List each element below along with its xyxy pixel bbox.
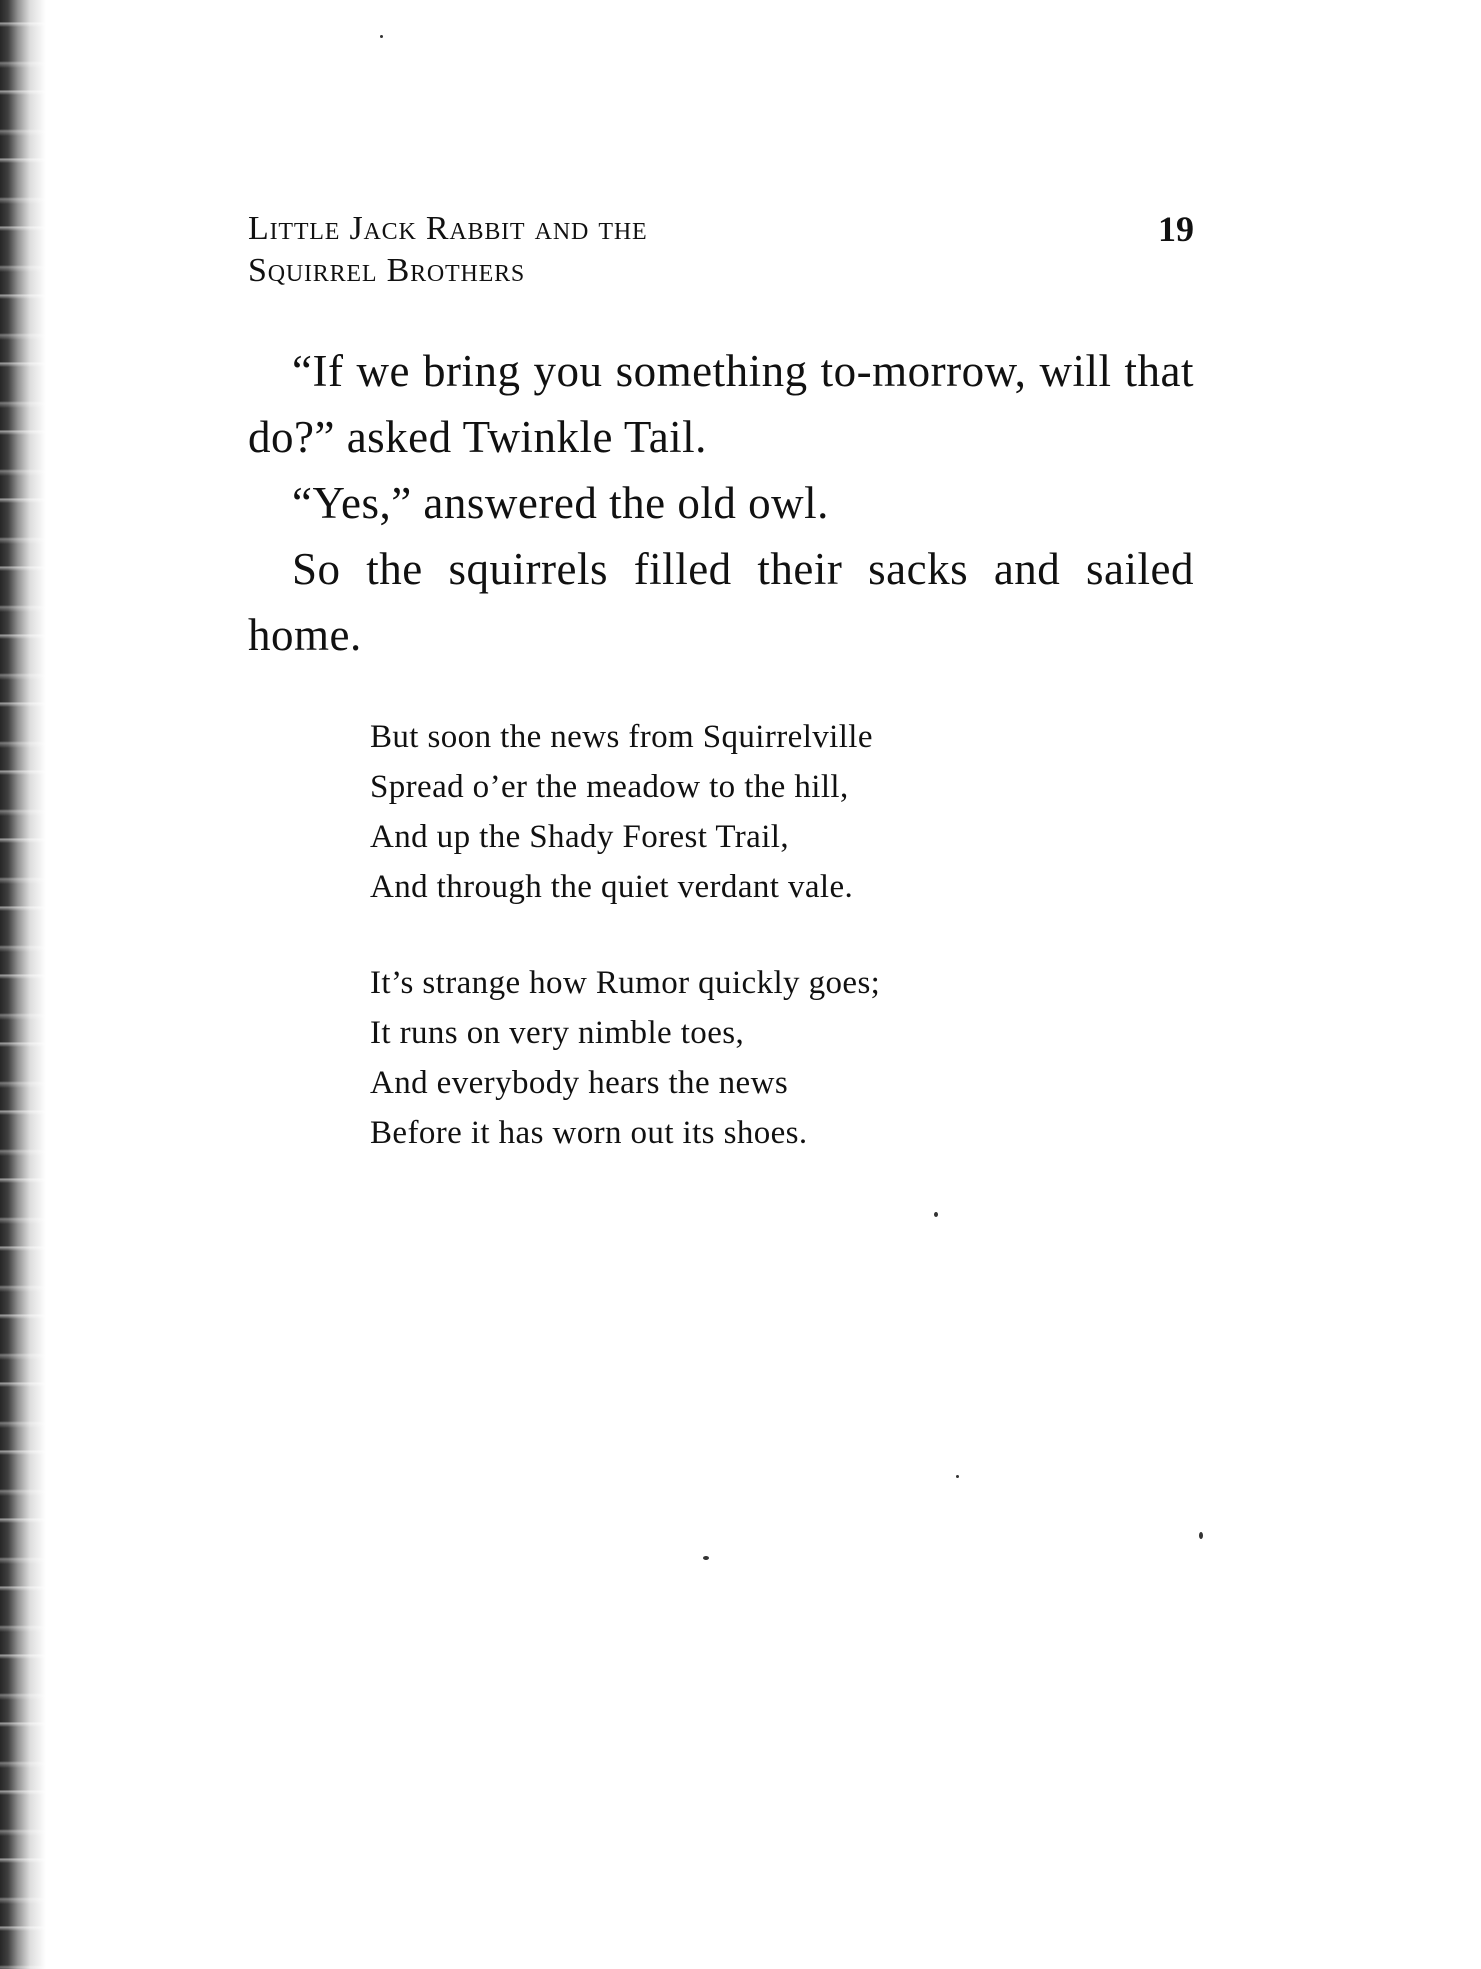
prose-paragraph: So the squirrels filled their sacks and sailed home. bbox=[248, 544, 1194, 660]
running-header bbox=[248, 208, 1194, 292]
page-number: 19 bbox=[1158, 209, 1194, 249]
verse-line: And everybody hears the news bbox=[370, 1065, 789, 1101]
scanned-binding-edge bbox=[0, 0, 46, 1969]
verse-line: Before it has worn out its shoes. bbox=[370, 1115, 808, 1151]
verse-line: And up the Shady Forest Trail, bbox=[370, 819, 790, 855]
scan-speck bbox=[703, 1556, 709, 1560]
verse-line: And through the quiet verdant vale. bbox=[370, 869, 854, 905]
running-title bbox=[248, 208, 1194, 292]
prose-paragraph: “Yes,” answered the old owl. bbox=[292, 478, 829, 528]
prose-body bbox=[248, 338, 1194, 668]
prose-paragraph: “If we bring you something to-morrow, will that do?” asked Twinkle Tail. bbox=[248, 346, 1194, 462]
verse-stanza-1 bbox=[370, 712, 1070, 912]
scan-speck bbox=[380, 35, 383, 38]
verse-line: Spread o’er the meadow to the hill, bbox=[370, 769, 849, 805]
scan-speck bbox=[956, 1475, 959, 1478]
verse-stanza-2 bbox=[370, 958, 1070, 1158]
verse-line: But soon the news from Squirrelville bbox=[370, 719, 873, 755]
scan-speck bbox=[1199, 1532, 1203, 1539]
running-title-line-1: Little Jack Rabbit and the bbox=[248, 210, 648, 247]
verse-line: It runs on very nimble toes, bbox=[370, 1015, 745, 1051]
running-title-line-2: Squirrel Brothers bbox=[248, 252, 526, 289]
scan-speck bbox=[934, 1212, 938, 1217]
verse-line: It’s strange how Rumor quickly goes; bbox=[370, 965, 881, 1001]
